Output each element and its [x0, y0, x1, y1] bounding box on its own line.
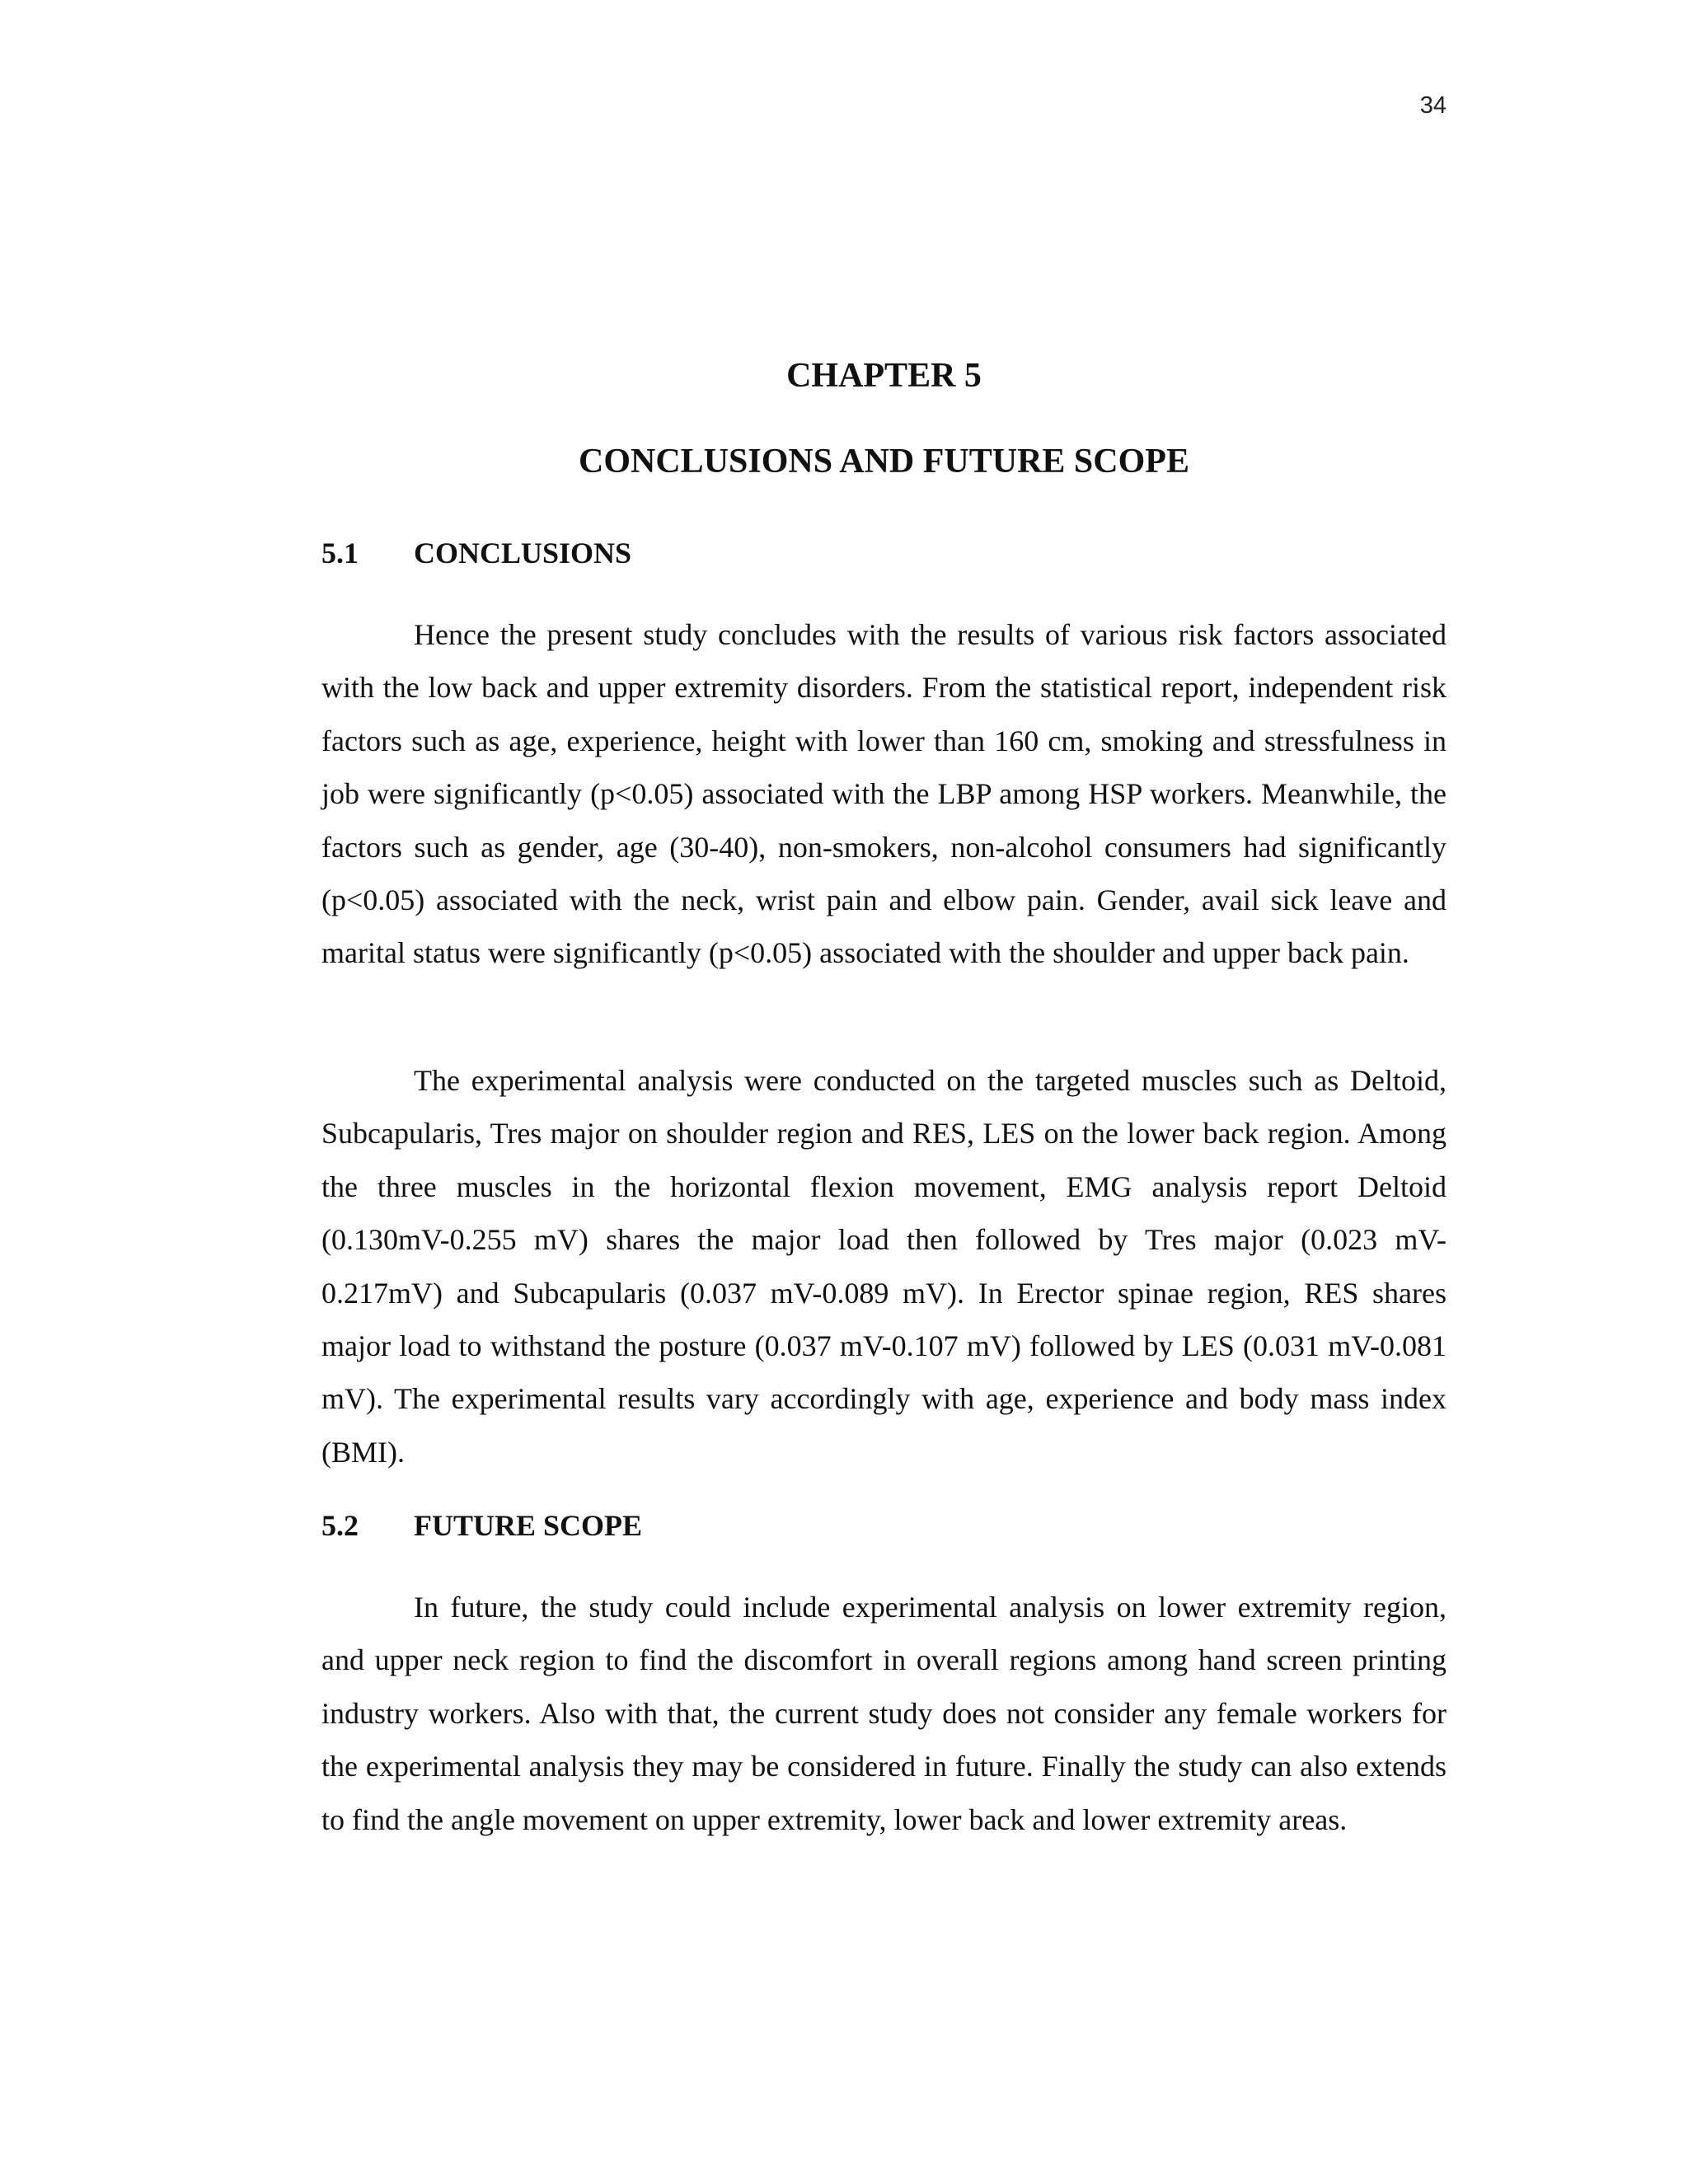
paragraph-conclusions-1: Hence the present study concludes with the results of various risk factors associated with the low back and upper extremity disorders. From the statistical report, independent risk factors such as age, experience, height with lower than 160 cm, smoking and stressfulness in job were significantly (p<0.05) associated with the LBP among HSP workers. Meanwhile, the factors such as gender, age (30-40), non-smokers, non-alcohol consumers had significantly (p<0.05) associated with the neck, wrist pain and elbow pain. Gender, avail sick leave and marital status were significantly (p<0.05) associated with the shoulder and upper back pain. — [321, 618, 1447, 970]
page-number: 34 — [1419, 92, 1447, 119]
section-heading-conclusions — [321, 536, 1447, 571]
paragraph-future-scope-1: In future, the study could include experimental analysis on lower extremity region, and upper neck region to find the discomfort in overall regions among hand screen printing industry workers. Also with that, the current study does not consider any female workers for the experimental analysis they may be considered in future. Finally the study can also extends to find the angle movement on upper extremity, lower back and lower extremity areas. — [321, 1591, 1447, 1836]
section-title: CONCLUSIONS — [414, 537, 632, 569]
section-number: 5.1 — [321, 537, 359, 569]
paragraph-conclusions-2: The experimental analysis were conducted on the targeted muscles such as Deltoid, Subcapularis, Tres major on shoulder region and RES, LES on the lower back region. Among the three muscles in the horizontal flexion movement, EMG analysis report Deltoid (0.130mV-0.255 mV) shares the major load then followed by Tres major (0.023 mV-0.217mV) and Subcapularis (0.037 mV-0.089 mV). In Erector spinae region, RES shares major load to withstand the posture (0.037 mV-0.107 mV) followed by LES (0.031 mV-0.081 mV). The experimental results vary accordingly with age, experience and body mass index (BMI). — [321, 1064, 1447, 1469]
section-number: 5.2 — [321, 1509, 359, 1542]
section-title: FUTURE SCOPE — [414, 1509, 643, 1542]
section-heading-future-scope — [321, 1508, 1447, 1544]
chapter-title: CHAPTER 5 — [786, 357, 982, 395]
chapter-subtitle: CONCLUSIONS AND FUTURE SCOPE — [579, 443, 1189, 480]
